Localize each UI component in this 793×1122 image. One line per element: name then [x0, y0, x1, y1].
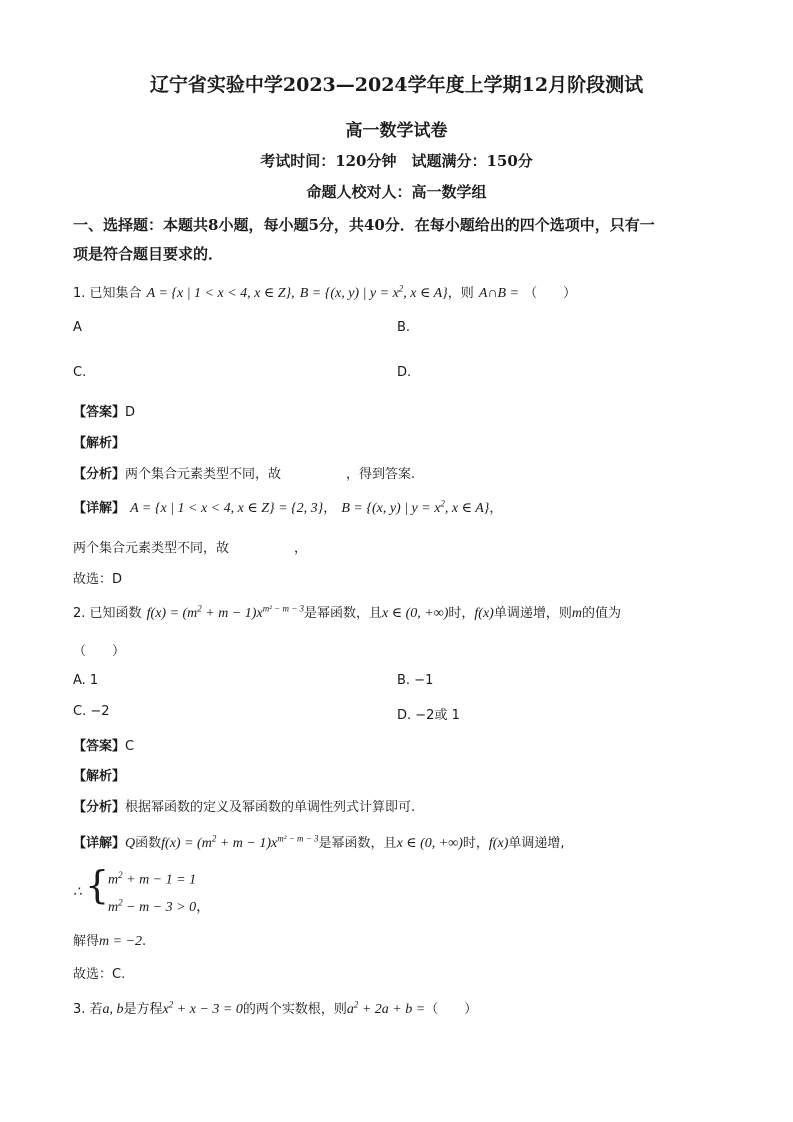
q1-prefix: 1. 已知集合	[73, 286, 142, 301]
section-heading-line1: 一、选择题：本题共8小题，每小题5分，共40分．在每小题给出的四个选项中，只有一	[73, 216, 655, 234]
system-equation-2: $m^2 - m - 3 > 0$，	[108, 897, 211, 915]
q1-option-d: D.	[397, 365, 412, 380]
q1-detail: 【详解】 A = {x | 1 < x < 4, x ∈ Z} = {2, 3}， B = {(x, y) | $y = x^2$, x ∈ A}，	[73, 498, 503, 516]
q1-paren: （ ）	[524, 286, 577, 301]
q2-choose: 故选：C.	[73, 967, 126, 982]
system-equation-1: $m^2 + m - 1 = 1$	[108, 870, 197, 888]
exam-info: 考试时间：120分钟 试题满分：150分	[260, 152, 533, 170]
section-heading-line2: 项是符合题目要求的．	[73, 245, 224, 263]
q1-answer: 【答案】D	[73, 405, 136, 420]
question-3-stem: 3. 若a, b是方程$x^2 + x - 3 = 0$的两个实数根，则$a^2 + 2a + b$ =（ ）	[73, 999, 478, 1017]
q2-answer: 【答案】C	[73, 739, 135, 754]
q2-function: $f(x) = (m^2 + m - 1)x^{m^2 - m - 3}$	[146, 603, 305, 621]
exam-subtitle: 高一数学试卷	[345, 121, 448, 141]
q2-option-b: B. −1	[397, 673, 434, 688]
q2-option-a: A. 1	[73, 673, 99, 688]
system-brace: {	[85, 863, 110, 907]
q1-comma: ,	[291, 286, 295, 301]
q2-analysis-label: 【解析】	[73, 769, 126, 784]
q2-fenxi: 【分析】根据幂函数的定义及幂函数的单调性列式计算即可.	[73, 800, 416, 815]
question-2-stem: 2. 已知函数 $f(x) = (m^2 + m - 1)x^{m^2 - m - 3}$是幂函数，且x ∈ (0, +∞)时，f(x)单调递增，则m的值为	[73, 603, 621, 621]
q1-suffix: ，则	[447, 286, 474, 301]
page-title: 辽宁省实验中学2023—2024学年度上学期12月阶段测试	[149, 74, 644, 96]
q2-option-d: D. −2或 1	[397, 708, 460, 723]
q1-option-c: C.	[73, 365, 87, 380]
question-1-stem	[73, 282, 576, 302]
q1-set-b: B = {(x, y) | $y = x^2$, x ∈ A}	[299, 283, 448, 301]
q2-solve: 解得m = −2.	[73, 934, 147, 949]
exam-author: 命题人校对人：高一数学组	[306, 183, 487, 201]
q1-analysis-label: 【解析】	[73, 436, 126, 451]
q1-detail-set-a: A = {x | 1 < x < 4, x ∈ Z} = {2, 3}	[130, 501, 324, 516]
q1-detail-set-b: B = {(x, y) | $y = x^2$, x ∈ A}	[341, 498, 490, 516]
q2-paren: （ ）	[73, 644, 126, 659]
q1-fenxi: 【分析】两个集合元素类型不同，故 ，得到答案.	[73, 467, 416, 482]
q1-set-a: A = {x | 1 < x < 4, x ∈ Z}	[146, 286, 292, 301]
q1-option-b: B.	[397, 320, 411, 335]
q1-option-a: A	[73, 320, 82, 335]
therefore-symbol: ∴	[73, 885, 82, 900]
q1-choose: 故选：D	[73, 572, 123, 587]
q2-detail: 【详解】Q函数$f(x) = (m^2 + m - 1)x^{m^2 - m - 3}$是幂函数，且x ∈ (0, +∞)时，f(x)单调递增,	[73, 833, 565, 851]
q1-detail-line2: 两个集合元素类型不同，故 ，	[73, 541, 308, 556]
q1-expr: A∩B =	[478, 286, 520, 301]
q2-option-c: C. −2	[73, 704, 110, 719]
